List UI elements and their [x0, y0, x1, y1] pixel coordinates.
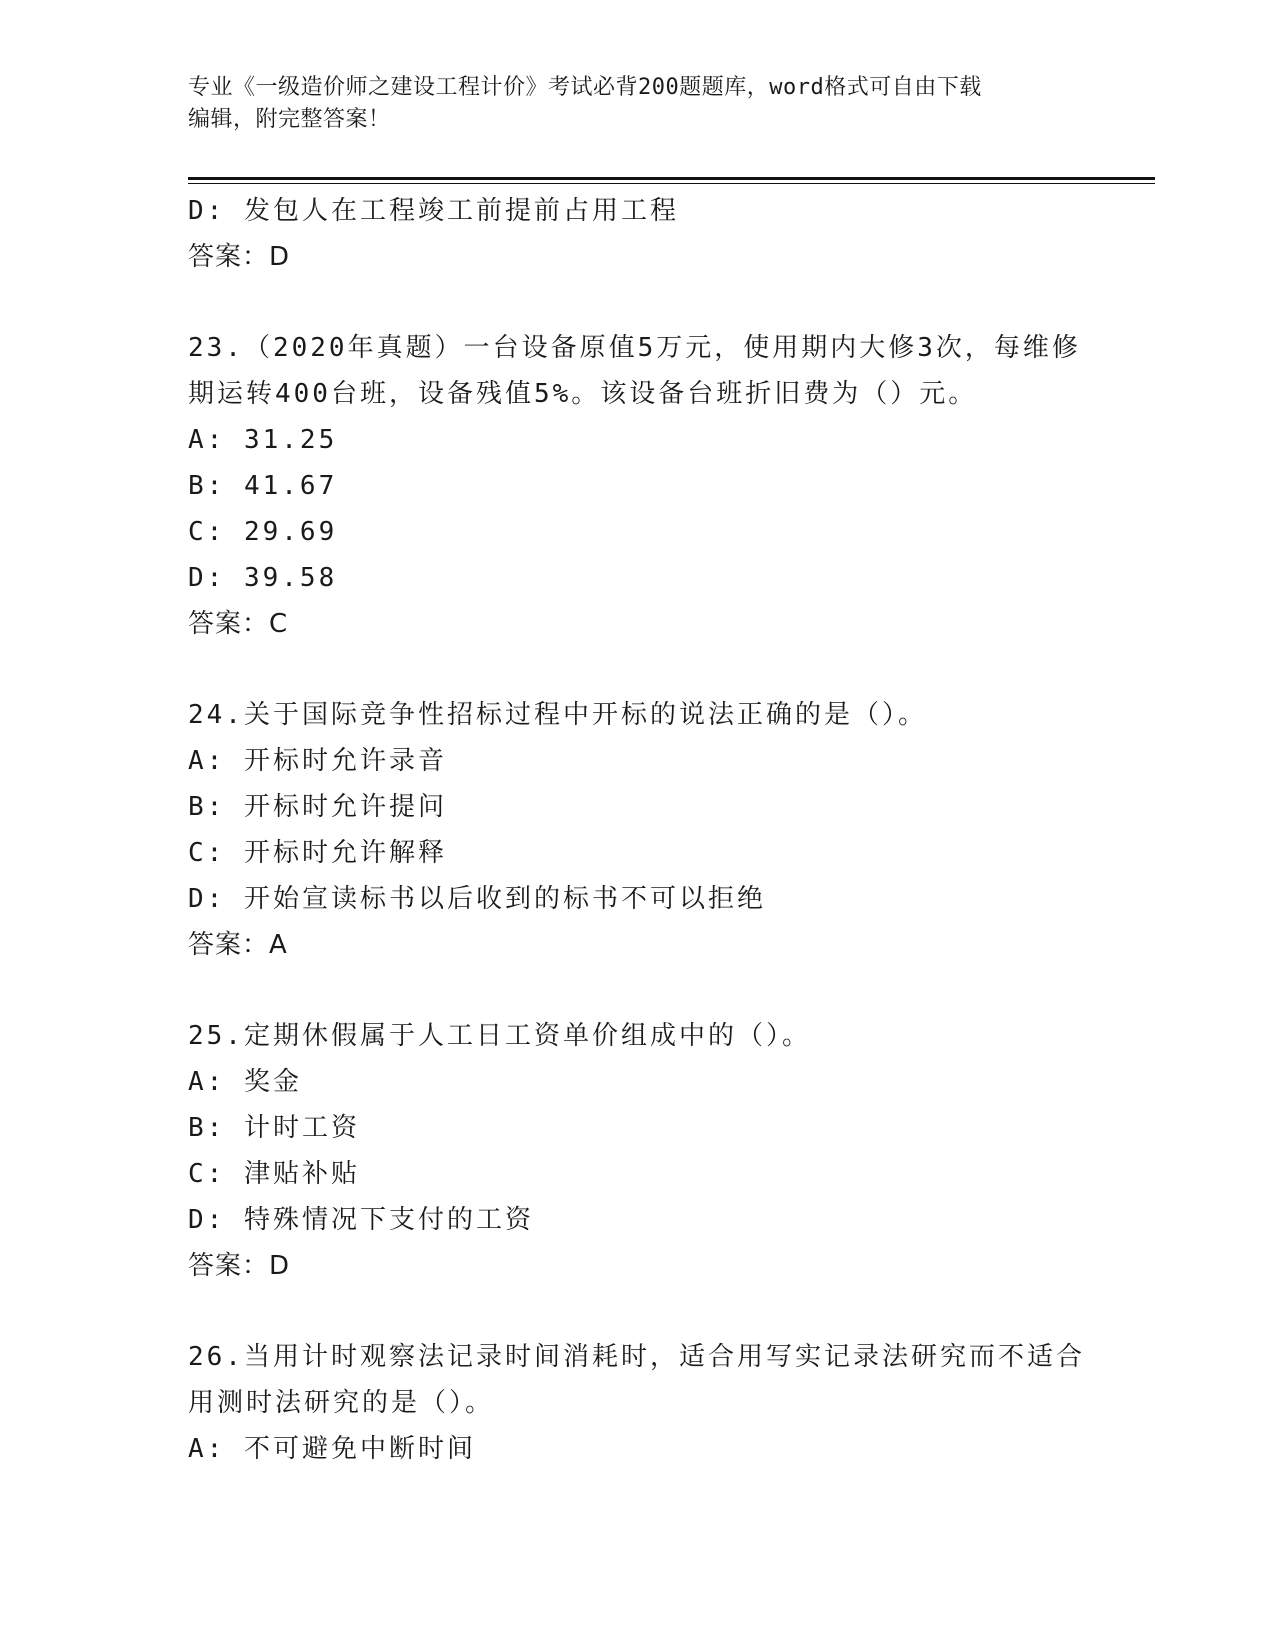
answer: 答案：C [188, 609, 289, 639]
spacer [188, 280, 1148, 325]
question-26 [188, 1334, 1148, 1472]
option-d: D: 开始宣读标书以后收到的标书不可以拒绝 [188, 884, 766, 914]
option-b: B: 计时工资 [188, 1113, 360, 1143]
spacer [188, 968, 1148, 1013]
option-a: A: 开标时允许录音 [188, 746, 447, 776]
option-c: C: 开标时允许解释 [188, 838, 447, 868]
question-list [188, 188, 1148, 1472]
option-b: B: 开标时允许提问 [188, 792, 447, 822]
answer: 答案：D [188, 242, 291, 272]
document-header [188, 72, 1088, 136]
question-23 [188, 325, 1148, 647]
question-stem-cont: 期运转400台班，设备残值5%。该设备台班折旧费为（）元。 [188, 379, 978, 409]
option-c: C: 津贴补贴 [188, 1159, 360, 1189]
option-d: D: 39.58 [188, 563, 338, 593]
option-d: D: 特殊情况下支付的工资 [188, 1205, 534, 1235]
question-25 [188, 1013, 1148, 1289]
question-stem: 26.当用计时观察法记录时间消耗时，适合用写实记录法研究而不适合 [188, 1342, 1085, 1372]
question-24 [188, 692, 1148, 968]
question-stem: 25.定期休假属于人工日工资单价组成中的（）。 [188, 1021, 811, 1051]
option-d: D: 发包人在工程竣工前提前占用工程 [188, 196, 679, 226]
question-stem: 24.关于国际竞争性招标过程中开标的说法正确的是（）。 [188, 700, 927, 730]
header-line-1: 专业《一级造价师之建设工程计价》考试必背200题题库，word格式可自由下载 [188, 75, 982, 100]
option-b: B: 41.67 [188, 471, 338, 501]
option-c: C: 29.69 [188, 517, 338, 547]
spacer [188, 647, 1148, 692]
question-stem: 23.（2020年真题）一台设备原值5万元，使用期内大修3次，每维修 [188, 333, 1081, 363]
header-divider-thin [188, 183, 1155, 184]
option-a: A: 奖金 [188, 1067, 302, 1097]
question-stem-cont: 用测时法研究的是（）。 [188, 1388, 495, 1418]
header-divider-thick [188, 177, 1155, 180]
header-line-2: 编辑，附完整答案！ [188, 107, 391, 132]
spacer [188, 1289, 1148, 1334]
option-a: A: 不可避免中断时间 [188, 1434, 476, 1464]
option-a: A: 31.25 [188, 425, 338, 455]
answer: 答案：D [188, 1251, 291, 1281]
answer: 答案：A [188, 930, 288, 960]
